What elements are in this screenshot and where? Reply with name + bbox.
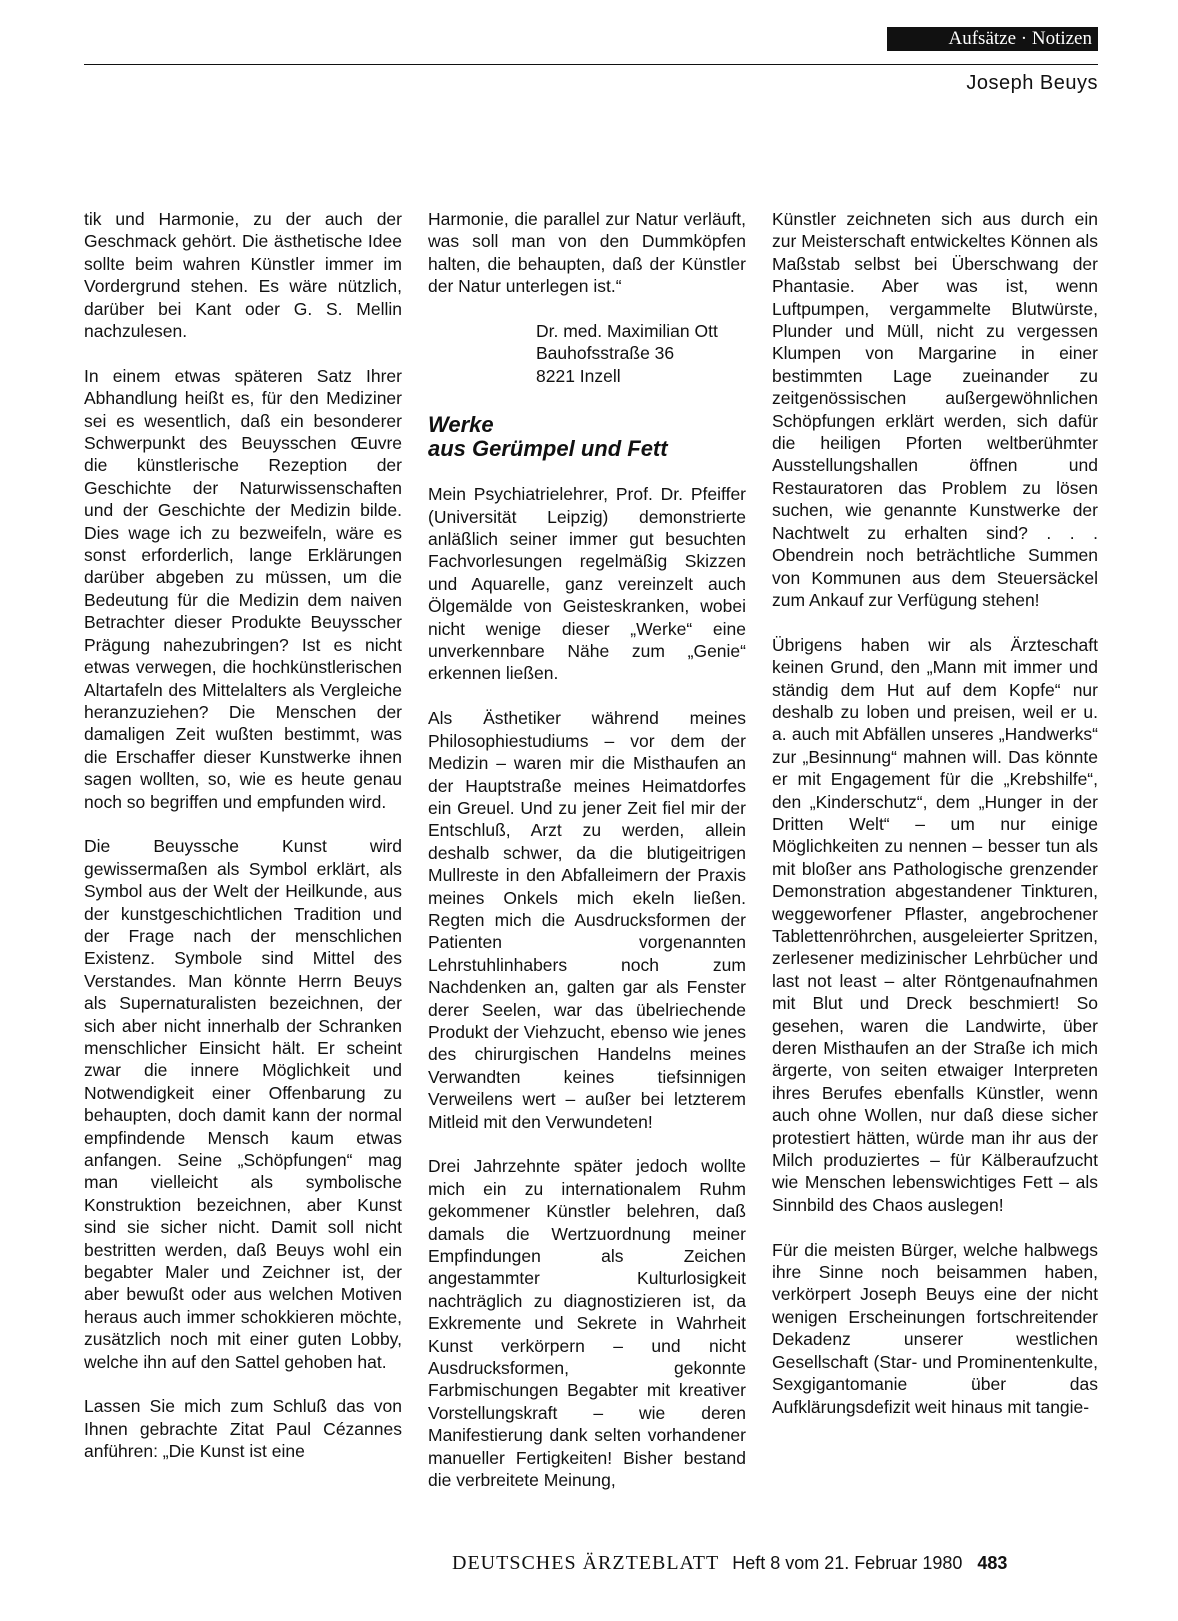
paragraph: Künstler zeichneten sich aus durch ein zur Meisterschaft entwickeltes Können als Maßstab selbst bei Überschwang der Phantasie. Aber was ist, wenn Luftpumpen, vergammelte Blutwürste, Plunder und Müll, nicht zu vergessen Klumpen von Margarine in einer bestimmten Lage zueinander zu zeitgenössischen außergewöhnlichen Schöpfungen erklärt werden, sich dafür die heiligen Pforten weltberühmter Ausstellungshallen öffnen und Restauratoren das Problem zu lösen suchen, wie genannte Kunstwerke der Nachtwelt zu erhalten sind? . . . Obendrein noch beträchtliche Summen von Kommunen aus dem Steuersäckel zum Ankauf zur Verfügung stehen! <box>772 209 1098 610</box>
letter-signature <box>428 320 746 387</box>
paragraph: Übrigens haben wir als Ärzteschaft keinen Grund, den „Mann mit immer und ständig dem Hut auf dem Kopfe“ nur deshalb zu loben und preisen, weil er u. a. auch mit Abfällen unseres „Handwerks“ zur „Besinnung“ mahnen will. Das könnte er mit Engagement für die „Krebshilfe“, den „Kinderschutz“, dem „Hunger in der Dritten Welt“ – um nur einige Möglichkeiten zu nennen – besser tun als mit bloßer ans Pathologische grenzender Demonstration abgestandener Tinkturen, weggeworfener Pflaster, angebrochener Tablettenröhrchen, ausgeleierter Spritzen, zerlesener medizinischer Lehrbücher und last not least – alter Röntgenaufnahmen mit Blut und Dreck beschmiert! So gesehen, waren die Landwirte, über deren Misthaufen an der Straße ich mich ärgerte, von seiten etwaiger Interpreten ihres Berufes ebenfalls Künstler, wenn auch ohne Wollen, nur daß diese sicher protestiert hätten, würde man ihr aus der Milch produziertes – für Kälberaufzucht wie Menschen lebenswichtiges Fett – als Sinnbild des Chaos auslegen! <box>772 634 1098 1215</box>
paragraph: Als Ästhetiker während meines Philosophiestudiums – vor dem der Medizin – waren mir die Misthaufen an der Hauptstraße meines Heimatdorfes ein Greuel. Und zu jener Zeit fiel mir der Entschluß, Arzt zu werden, allein deshalb schwer, da die blutigeitrigen Mullreste in den Abfalleimern der Praxis meines Onkels mich ekeln ließen. Regten mich die Ausdrucksformen der Patienten vorgenannten Lehrstuhlinhabers noch zum Nachdenken an, galten gar als Fenster derer Seelen, war das übelriechende Produkt der Viehzucht, ebenso wie jenes des chirurgischen Handelns meines Verwandten keines tiefsinnigen Verweilens wert – außer bei letzterem Mitleid mit den Verwundeten! <box>428 708 746 1132</box>
issue-info: Heft 8 vom 21. Februar 1980 <box>732 1553 963 1573</box>
article-title <box>428 413 746 461</box>
paragraph: Für die meisten Bürger, welche halbwegs ihre Sinne noch beisammen haben, verkörpert Joseph Beuys eine der nicht wenigen Erscheinungen fortschreitender Dekadenz unserer westlichen Gesellschaft (Star- und Prominentenkulte, Sexgigantomanie über das Aufklärungsdefizit weit hinaus mit tangie- <box>772 1239 1098 1417</box>
paragraph: tik und Harmonie, zu der auch der Geschmack gehört. Die ästhetische Idee sollte beim wahren Künstler immer im Vordergrund stehen. Es wäre nützlich, darüber bei Kant oder G. S. Mellin nachzulesen. <box>84 209 402 342</box>
text-column-1 <box>84 208 402 1485</box>
signature-name: Dr. med. Maximilian Ott <box>536 321 718 342</box>
paragraph: Mein Psychiatrielehrer, Prof. Dr. Pfeiffer (Universität Leipzig) demonstrierte anläßlich seiner immer gut besuchten Fachvorlesungen regelmäßig Skizzen und Aquarelle, ganz vereinzelt auch Ölgemälde von Geisteskranken, wobei nicht wenige dieser „Werke“ eine unverkennbare Nähe zum „Genie“ erkennen ließen. <box>428 484 746 684</box>
paragraph: Drei Jahrzehnte später jedoch wollte mich ein zu internationalem Ruhm gekommener Künstler belehren, daß damals die Wertzuordnung meiner Empfindungen als Zeichen angestammter Kulturlosigkeit nachträglich zu diagnostizieren ist, da Exkremente und Sekrete in Wahrheit Kunst verkörpern – und nicht Ausdrucksformen, gekonnte Farbmischungen Begabter mit kreativer Vorstellungskraft – wie deren Manifestierung dank selten vorhandener manueller Fertigkeiten! Bisher bestand die verbreitete Meinung, <box>428 1156 746 1491</box>
header-rule <box>84 64 1098 65</box>
signature-street: Bauhofsstraße 36 <box>536 343 675 364</box>
journal-name: DEUTSCHES ÄRZTEBLATT <box>452 1552 720 1574</box>
section-badge: Aufsätze · Notizen <box>887 27 1098 51</box>
article-title-line-1: Werke <box>428 412 494 438</box>
paragraph: In einem etwas späteren Satz Ihrer Abhandlung heißt es, für den Mediziner sei es wesentlich, daß ein besonderer Schwerpunkt des Beuysschen Œuvre die künstlerische Rezeption der Geschichte der Naturwissenschaften und der Geschichte der Medizin bilde. Dies wage ich zu bezweifeln, wäre es sonst erforderlich, lange Erklärungen darüber abgeben zu müssen, um die Bedeutung für die Medizin dem naiven Betrachter dieser Produkte Beuysscher Prägung nahezubringen? Ist es nicht etwas verwegen, die hochkünstlerischen Altartafeln des Mittelalters als Vergleiche heranzuziehen? Die Menschen der damaligen Zeit wußten bestimmt, was die Erschaffer dieser Kunstwerke ihnen sagen wollten, so, wie es heute genau noch so begriffen und empfunden wird. <box>84 365 402 812</box>
paragraph: Die Beuyssche Kunst wird gewissermaßen als Symbol erklärt, als Symbol aus der Welt der Heilkunde, aus der kunstgeschichtlichen Tradition und der Frage nach der menschlichen Existenz. Symbole sind Mittel des Verstandes. Man könnte Herrn Beuys als Supernaturalisten bezeichnen, der sich aber nicht innerhalb der Schranken menschlicher Einsicht hält. Er scheint zwar die innere Möglichkeit und Notwendigkeit einer Offenbarung zu behaupten, doch damit kann der normal empfindende Mensch kaum etwas anfangen. Seine „Schöpfungen“ mag man vielleicht als symbolische Konstruktion bezeichnen, aber Kunst sind sie sicher nicht. Damit soll nicht bestritten werden, daß Beuys wohl ein begabter Maler und Zeichner ist, der aber bewußt oder aus welchen Motiven heraus auch immer schokkieren möchte, zusätzlich noch mit einer guten Lobby, welche ihn auf den Sattel gehoben hat. <box>84 836 402 1372</box>
paragraph: Harmonie, die parallel zur Natur verläuft, was soll man von den Dummköpfen halten, die behaupten, daß der Künstler der Natur unterlegen ist.“ <box>428 209 746 297</box>
article-title-line-2: aus Gerümpel und Fett <box>428 436 668 462</box>
running-head-author: Joseph Beuys <box>966 72 1098 94</box>
text-column-2 <box>428 208 746 1514</box>
page-number: 483 <box>977 1553 1008 1573</box>
paragraph: Lassen Sie mich zum Schluß das von Ihnen gebrachte Zitat Paul Cézannes anführen: „Die Kunst ist eine <box>84 1396 402 1462</box>
text-column-3 <box>772 208 1098 1440</box>
signature-city: 8221 Inzell <box>536 365 621 386</box>
page-footer <box>452 1552 1007 1575</box>
